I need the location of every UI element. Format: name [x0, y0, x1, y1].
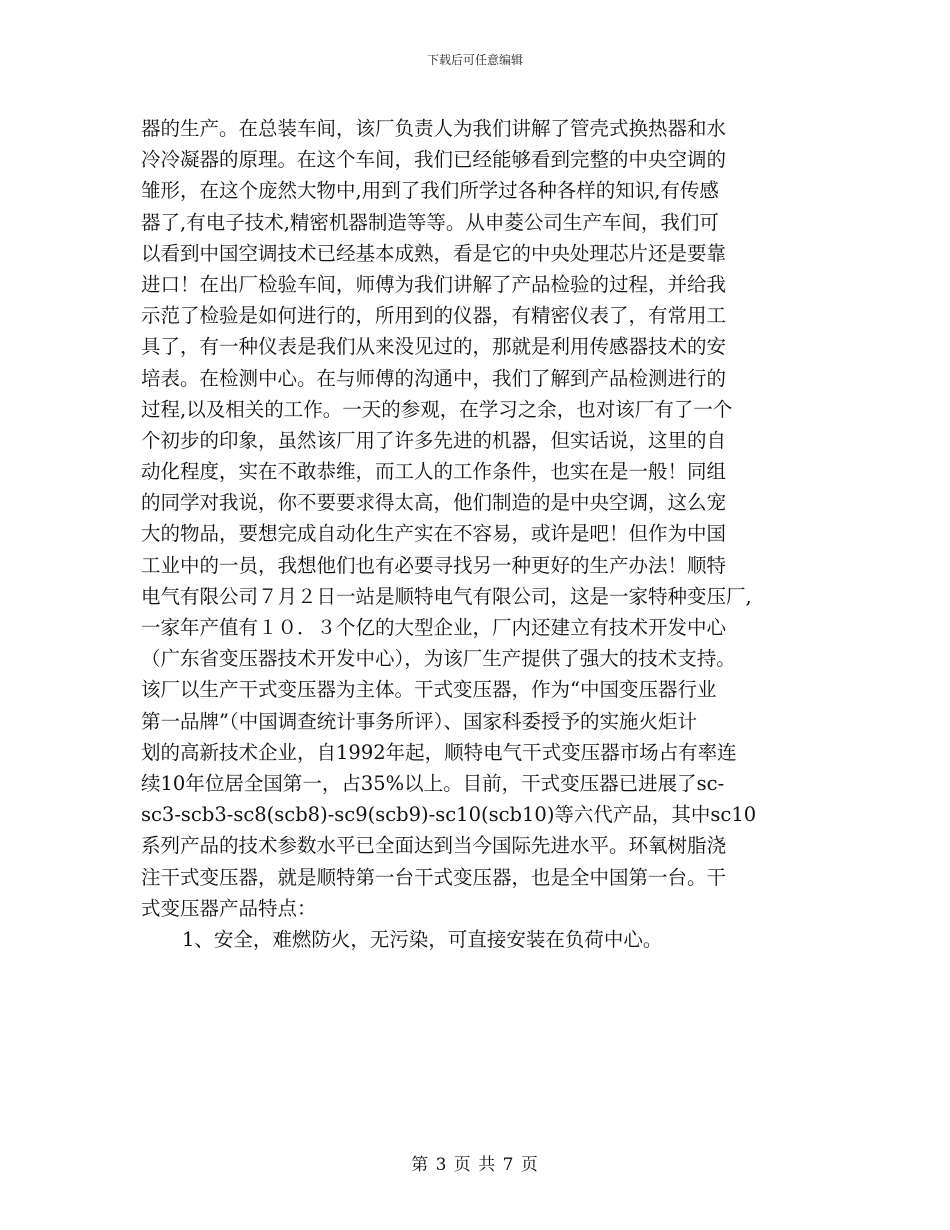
- text-line: 示范了检验是如何进行的，所用到的仪器，有精密仪表了，有常用工: [141, 304, 727, 328]
- list-item: 1、安全，难燃防火，无污染，可直接安装在负荷中心。: [182, 927, 663, 951]
- page-header: 下载后可任意编辑: [426, 53, 523, 67]
- text-line: 工业中的一员，我想他们也有必要寻找另一种更好的生产办法！顺特: [141, 553, 727, 577]
- text-line: 的同学对我说，你不要要求得太高，他们制造的是中央空调，这么宠: [141, 491, 727, 515]
- text-line: 冷冷凝器的原理。在这个车间，我们已经能够看到完整的中央空调的: [141, 148, 727, 172]
- text-line: 进口！在出厂检验车间，师傅为我们讲解了产品检验的过程，并给我: [141, 272, 727, 296]
- text-line: 划的高新技术企业，自1992年起，顺特电气干式变压器市场占有率连: [141, 740, 737, 764]
- text-line: 动化程度，实在不敢恭维，而工人的工作条件，也实在是一般！同组: [141, 460, 727, 484]
- text-line: 该厂以生产干式变压器为主体。干式变压器，作为“中国变压器行业: [141, 678, 717, 702]
- text-line: 具了，有一种仪表是我们从来没见过的，那就是利用传感器技术的安: [141, 335, 727, 359]
- text-line: 一家年产值有１０．３个亿的大型企业，厂内还建立有技术开发中心: [141, 616, 727, 639]
- text-line: 系列产品的技术参数水平已全面达到当今国际先进水平。环氧树脂浇: [141, 834, 727, 858]
- text-line: （广东省变压器技术开发中心），为该厂生产提供了强大的技术支持。: [141, 647, 736, 671]
- text-line: 雏形，在这个庞然大物中,用到了我们所学过各种各样的知识,有传感: [141, 179, 719, 203]
- text-line: 以看到中国空调技术已经基本成熟，看是它的中央处理芯片还是要靠: [141, 241, 727, 265]
- text-line: sc3-scb3-sc8(scb8)-sc9(scb9)-sc10(scb10)等六代产品，其中sc10: [141, 803, 757, 827]
- page-number: 第 3 页 共 7 页: [411, 1155, 539, 1175]
- text-line: 第一品牌”（中国调查统计事务所评）、国家科委授予的实施火炬计: [141, 709, 697, 733]
- text-line: 过程,以及相关的工作。一天的参观，在学习之余，也对该厂有了一个: [141, 397, 733, 421]
- text-line: 个初步的印象，虽然该厂用了许多先进的机器，但实话说，这里的自: [141, 428, 727, 452]
- body-text: [141, 113, 821, 955]
- text-line: 大的物品，要想完成自动化生产实在不容易，或许是吧！但作为中国: [141, 522, 727, 546]
- text-line: 续10年位居全国第一，占35%以上。目前，干式变压器已进展了sc-: [141, 771, 725, 795]
- text-line: 培表。在检测中心。在与师傅的沟通中，我们了解到产品检测进行的: [141, 366, 727, 390]
- text-line: 电气有限公司７月２日一站是顺特电气有限公司，这是一家特种变压厂,: [141, 584, 752, 608]
- text-line: 器的生产。在总装车间，该厂负责人为我们讲解了管壳式换热器和水: [141, 117, 727, 140]
- text-line: 器了,有电子技术,精密机器制造等等。从申菱公司生产车间，我们可: [141, 210, 719, 234]
- text-line: 注干式变压器，就是顺特第一台干式变压器，也是全中国第一台。干: [141, 865, 727, 889]
- text-line: 式变压器产品特点：: [141, 896, 317, 920]
